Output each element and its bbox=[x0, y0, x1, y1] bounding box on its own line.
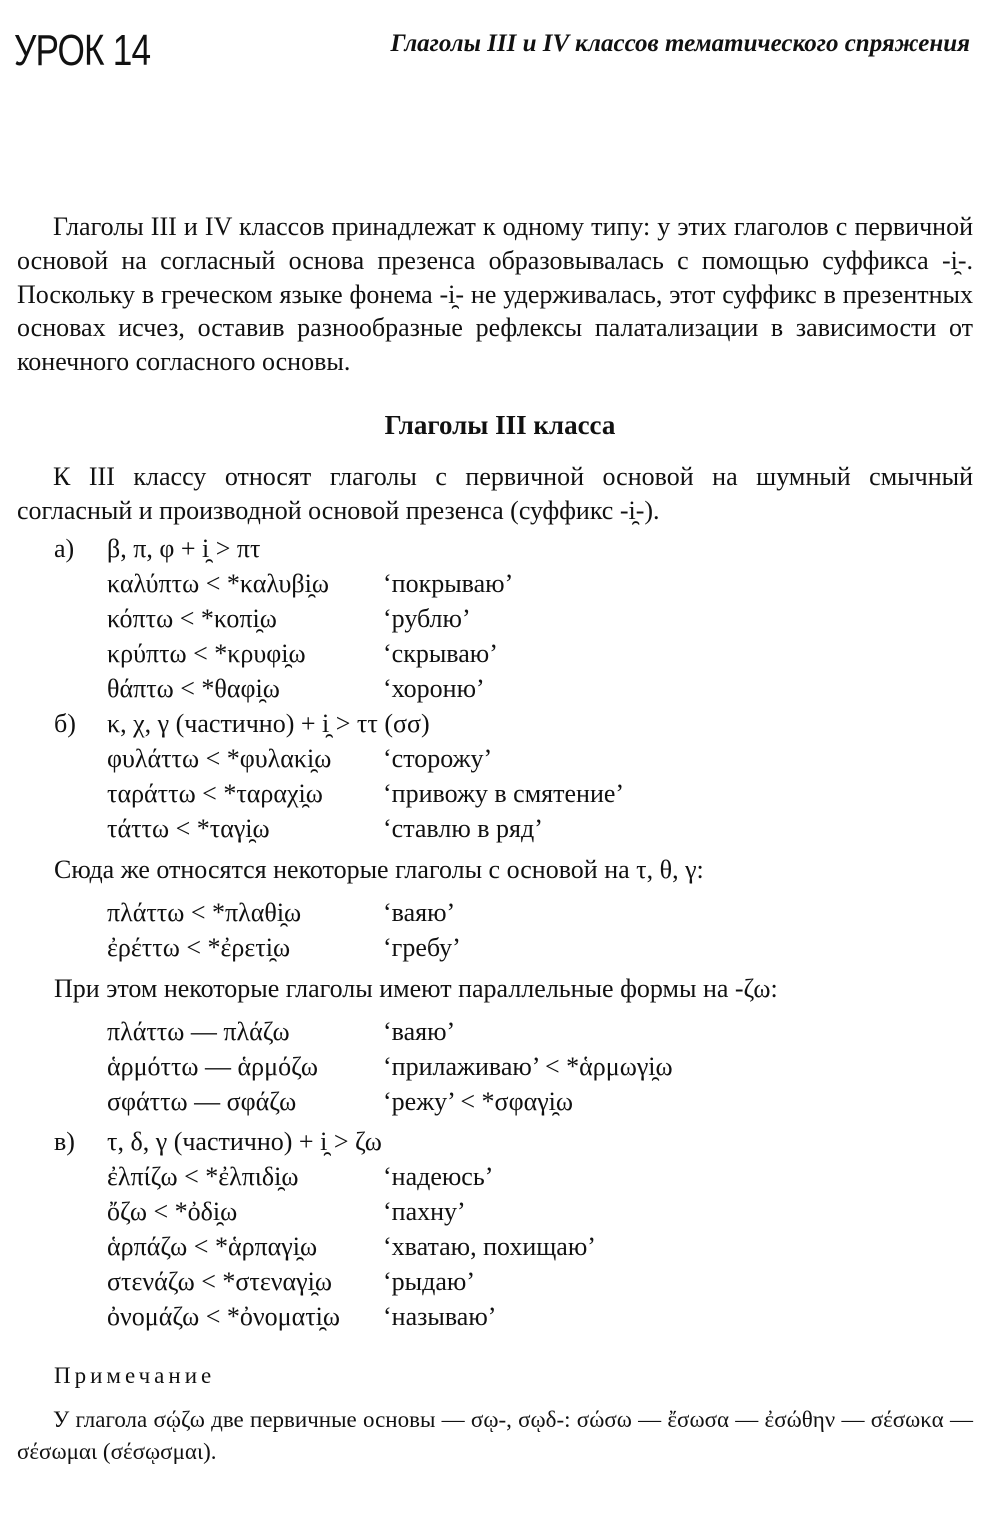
translation: ‘ваяю’ bbox=[383, 898, 456, 927]
translation: ‘надеюсь’ bbox=[383, 1162, 494, 1191]
greek-form: πλάττω < *πλαθi̯ω bbox=[107, 898, 302, 927]
section-intro: К III классу относят глаголы с первичной основой на шумный смычный согласный и производной основой презенса (суффикс -i̯-). bbox=[17, 462, 973, 525]
greek-form: κρύπτω < *κρυφi̯ω bbox=[107, 639, 306, 668]
note-text: У глагола σῴζω две первичные основы — σῳ-, σῳδ-: σώσω — ἔσωσα — ἐσώθην — σέσωκα — σέσωμαι (σέσῳσμαι). bbox=[17, 1407, 973, 1465]
list-item bbox=[54, 931, 954, 966]
translation: ‘гребу’ bbox=[383, 933, 461, 962]
intro-paragraph: Глаголы III и IV классов принадлежат к одному типу: у этих глаголов с первичной основой на согласный основа презенса образовывалась с помощью суффикса -i̯-. Поскольку в греческом языке фонема -i̯- не удерживалась, этот суффикс в презентных основах исчез, оставив разнообразные рефлексы палатализации в зависимости от конечного согласного основы. bbox=[17, 212, 973, 377]
section-heading: Глаголы III класса bbox=[384, 410, 616, 440]
group-extra-2 bbox=[54, 1015, 954, 1120]
greek-form: σφάττω — σφάζω bbox=[107, 1087, 297, 1116]
greek-form: καλύπτω < *καλυβi̯ω bbox=[107, 569, 329, 598]
translation: ‘ставлю в ряд’ bbox=[383, 814, 543, 843]
translation: ‘скрываю’ bbox=[383, 639, 498, 668]
rule-text: β, π, φ + i̯ > πτ bbox=[107, 534, 261, 563]
greek-form: ἐλπίζω < *ἐλπιδi̯ω bbox=[107, 1162, 299, 1191]
list-item bbox=[54, 1050, 954, 1085]
list-item bbox=[54, 1300, 954, 1335]
greek-form: πλάττω — πλάζω bbox=[107, 1017, 290, 1046]
group-rule bbox=[54, 1125, 954, 1160]
group-rule bbox=[54, 532, 954, 567]
translation: ‘рыдаю’ bbox=[383, 1267, 475, 1296]
group-v bbox=[54, 1125, 954, 1335]
lesson-number: УРОК 14 bbox=[14, 26, 151, 75]
group-rule bbox=[54, 707, 954, 742]
greek-form: ταράττω < *ταραχi̯ω bbox=[107, 779, 323, 808]
group-b bbox=[54, 707, 954, 847]
group-a bbox=[54, 532, 954, 707]
translation: ‘хороню’ bbox=[383, 674, 485, 703]
translation: ‘сторожу’ bbox=[383, 744, 493, 773]
rule-text: κ, χ, γ (частично) + i̯ > ττ (σσ) bbox=[107, 709, 430, 738]
translation: ‘привожу в смятение’ bbox=[383, 779, 625, 808]
greek-form: ὄζω < *ὀδi̯ω bbox=[107, 1197, 238, 1226]
translation: ‘режу’ < *σφαγi̯ω bbox=[383, 1087, 574, 1116]
greek-form: ὀνομάζω < *ὀνοματi̯ω bbox=[107, 1302, 341, 1331]
list-item bbox=[54, 672, 954, 707]
list-item bbox=[54, 1195, 954, 1230]
list-item bbox=[54, 1085, 954, 1120]
list-item bbox=[54, 742, 954, 777]
greek-form: τάττω < *ταγi̯ω bbox=[107, 814, 270, 843]
translation: ‘ваяю’ bbox=[383, 1017, 456, 1046]
list-item bbox=[54, 777, 954, 812]
group-marker: б) bbox=[54, 709, 76, 738]
list-item bbox=[54, 1230, 954, 1265]
translation: ‘пахну’ bbox=[383, 1197, 466, 1226]
greek-form: στενάζω < *στεναγi̯ω bbox=[107, 1267, 332, 1296]
note-paragraph: При этом некоторые глаголы имеют параллельные формы на -ζω: bbox=[54, 974, 778, 1003]
group-marker: а) bbox=[54, 534, 75, 563]
translation: ‘рублю’ bbox=[383, 604, 471, 633]
translation: ‘покрываю’ bbox=[383, 569, 514, 598]
greek-form: ἁρπάζω < *ἁρπαγi̯ω bbox=[107, 1232, 318, 1261]
greek-form: φυλάττω < *φυλακi̯ω bbox=[107, 744, 332, 773]
note-heading: Примечание bbox=[54, 1363, 216, 1388]
group-marker: в) bbox=[54, 1127, 75, 1156]
list-item bbox=[54, 1015, 954, 1050]
list-item bbox=[54, 602, 954, 637]
greek-form: θάπτω < *θαφi̯ω bbox=[107, 674, 280, 703]
translation: ‘прилаживаю’ < *ἁρμωγi̯ω bbox=[383, 1052, 673, 1081]
rule-text: τ, δ, γ (частично) + i̯ > ζω bbox=[107, 1127, 382, 1156]
greek-form: ἐρέττω < *ἐρετi̯ω bbox=[107, 933, 291, 962]
note-paragraph: Сюда же относятся некоторые глаголы с основой на τ, θ, γ: bbox=[54, 855, 704, 884]
list-item bbox=[54, 1265, 954, 1300]
group-extra-1 bbox=[54, 896, 954, 966]
greek-form: κόπτω < *κοπi̯ω bbox=[107, 604, 277, 633]
greek-form: ἁρμόττω — ἁρμόζω bbox=[107, 1052, 319, 1081]
running-title: Глаголы III и IV классов тематического спряжения bbox=[390, 30, 970, 57]
list-item bbox=[54, 1160, 954, 1195]
list-item bbox=[54, 567, 954, 602]
translation: ‘называю’ bbox=[383, 1302, 497, 1331]
list-item bbox=[54, 637, 954, 672]
list-item bbox=[54, 812, 954, 847]
translation: ‘хватаю, похищаю’ bbox=[383, 1232, 596, 1261]
list-item bbox=[54, 896, 954, 931]
